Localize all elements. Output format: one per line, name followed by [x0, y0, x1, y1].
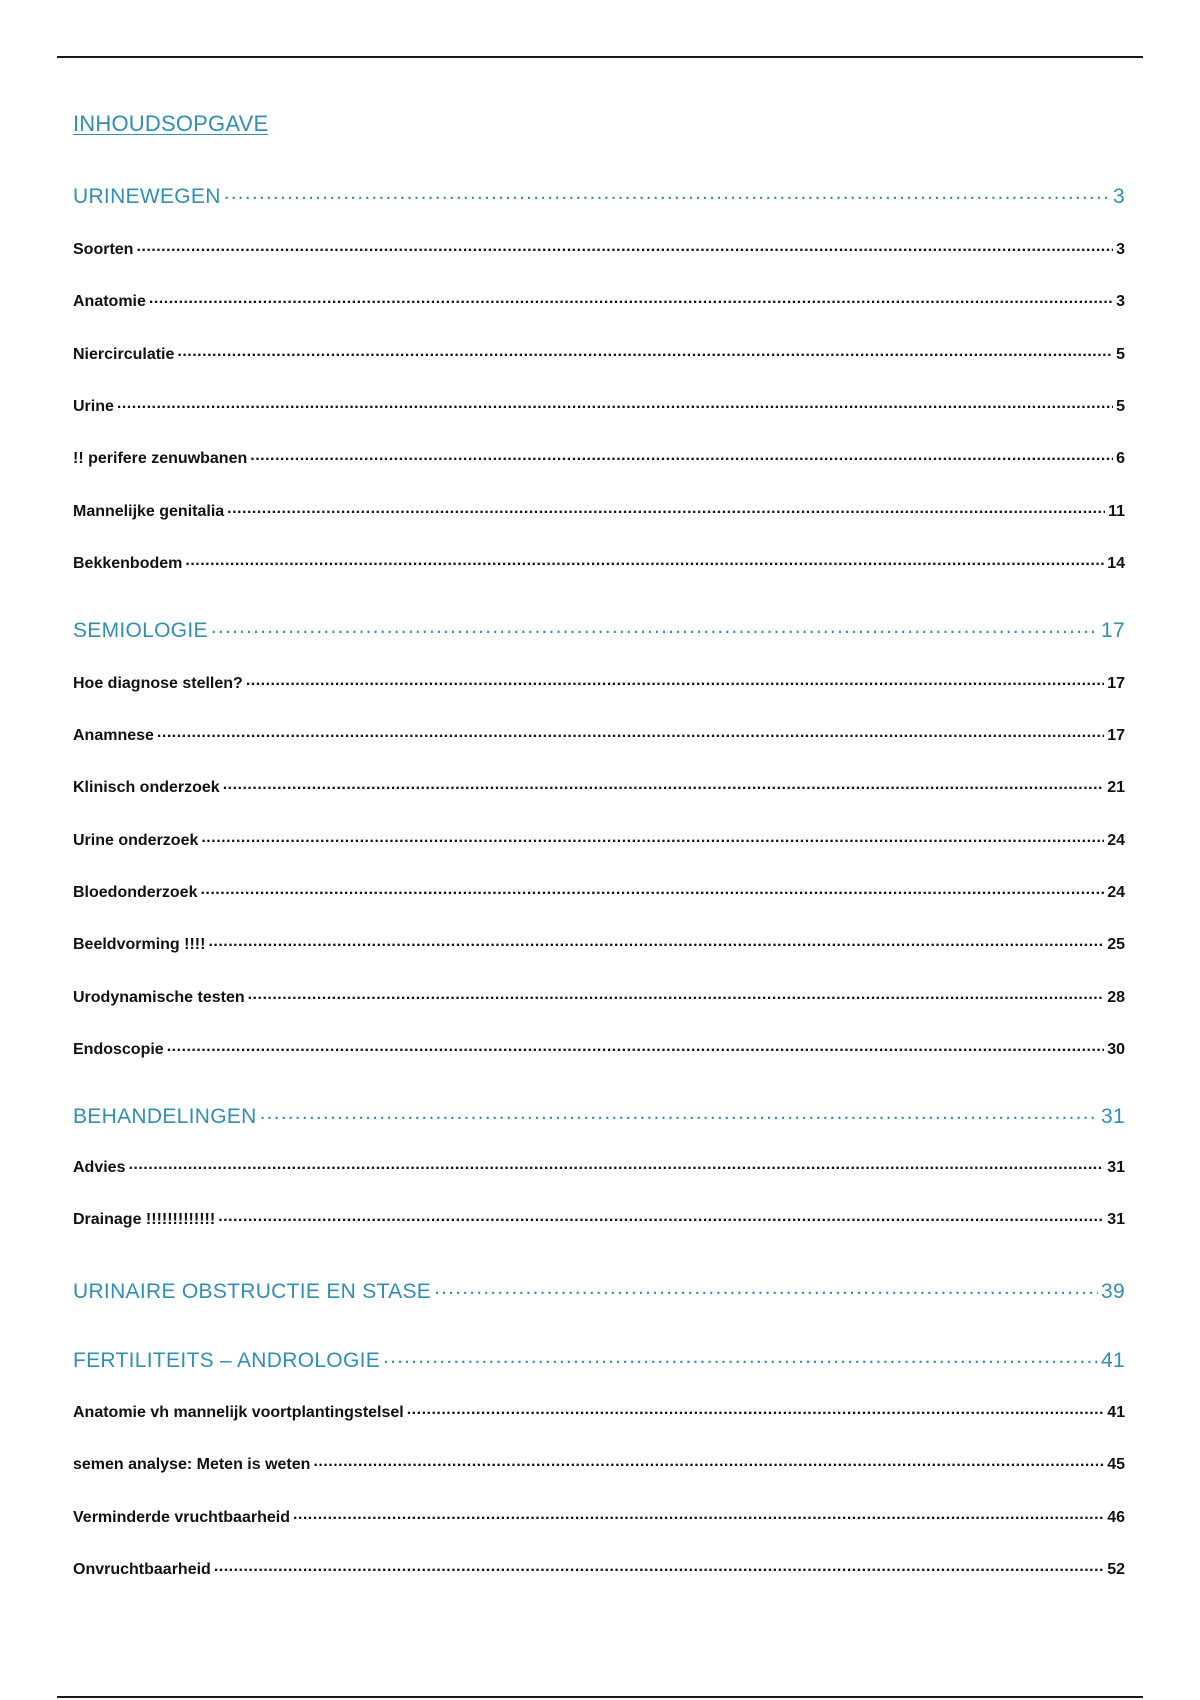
toc-dot-leader	[434, 1277, 1098, 1298]
toc-entry-page-number: 41	[1101, 1349, 1125, 1372]
toc-subsection-entry[interactable]	[73, 1156, 1125, 1177]
toc-entry-label: Niercirculatie	[73, 346, 175, 363]
toc-entry-page-number: 3	[1116, 293, 1125, 310]
toc-dot-leader	[313, 1453, 1104, 1469]
toc-dot-leader	[157, 724, 1104, 740]
toc-entry-page-number: 17	[1107, 727, 1125, 744]
toc-dot-leader	[407, 1401, 1104, 1417]
toc-entry-page-number: 3	[1116, 241, 1125, 258]
toc-section-entry[interactable]	[73, 1346, 1125, 1373]
toc-subsection-entry[interactable]	[73, 1453, 1125, 1474]
toc-entry-page-number: 24	[1107, 884, 1125, 901]
toc-entry-page-number: 17	[1107, 675, 1125, 692]
toc-entry-page-number: 5	[1116, 346, 1125, 363]
toc-dot-leader	[211, 616, 1098, 637]
toc-dot-leader	[227, 500, 1105, 516]
toc-section-entry[interactable]	[73, 1102, 1125, 1129]
toc-entry-label: SEMIOLOGIE	[73, 619, 208, 642]
toc-dot-leader	[293, 1506, 1104, 1522]
toc-entry-page-number: 24	[1107, 832, 1125, 849]
footer-rule	[57, 1696, 1143, 1698]
toc-subsection-entry[interactable]	[73, 881, 1125, 902]
toc-dot-leader	[208, 933, 1104, 949]
toc-dot-leader	[177, 343, 1113, 359]
toc-entry-page-number: 30	[1107, 1041, 1125, 1058]
toc-entry-label: Advies	[73, 1159, 126, 1176]
toc-entry-label: Anatomie	[73, 293, 146, 310]
toc-entry-page-number: 31	[1107, 1159, 1125, 1176]
toc-dot-leader	[383, 1346, 1098, 1367]
toc-subsection-entry[interactable]	[73, 933, 1125, 954]
toc-dot-leader	[224, 182, 1110, 203]
toc-entry-label: URINEWEGEN	[73, 185, 221, 208]
toc-dot-leader	[223, 776, 1105, 792]
toc-entry-label: Beeldvorming !!!!	[73, 936, 206, 953]
toc-entry-label: Soorten	[73, 241, 134, 258]
toc-dot-leader	[201, 829, 1104, 845]
toc-subsection-entry[interactable]	[73, 986, 1125, 1007]
toc-entry-label: Anamnese	[73, 727, 154, 744]
toc-entry-page-number: 6	[1116, 450, 1125, 467]
toc-title[interactable]: INHOUDSOPGAVE	[73, 111, 269, 136]
toc-dot-leader	[260, 1102, 1098, 1123]
toc-entry-label: BEHANDELINGEN	[73, 1105, 257, 1128]
toc-dot-leader	[136, 238, 1113, 254]
toc-subsection-entry[interactable]	[73, 829, 1125, 850]
toc-entry-label: Endoscopie	[73, 1041, 164, 1058]
header-rule	[57, 56, 1143, 58]
toc-subsection-entry[interactable]	[73, 343, 1125, 364]
toc-dot-leader	[248, 986, 1105, 1002]
toc-entry-label: Mannelijke genitalia	[73, 503, 225, 520]
toc-entry-label: Onvruchtbaarheid	[73, 1561, 211, 1578]
toc-entry-page-number: 28	[1107, 989, 1125, 1006]
toc-entry-label: Hoe diagnose stellen?	[73, 675, 243, 692]
toc-entry-label: Anatomie vh mannelijk voortplantingstelsel	[73, 1404, 404, 1421]
toc-dot-leader	[185, 552, 1104, 568]
toc-entry-label: Urine	[73, 398, 114, 415]
toc-section-entry[interactable]	[73, 616, 1125, 643]
toc-subsection-entry[interactable]	[73, 290, 1125, 311]
toc-subsection-entry[interactable]	[73, 500, 1125, 521]
toc-entry-label: Urodynamische testen	[73, 989, 245, 1006]
toc-dot-leader	[214, 1558, 1104, 1574]
toc-entry-label: !! perifere zenuwbanen	[73, 450, 248, 467]
toc-entry-page-number: 31	[1107, 1211, 1125, 1228]
toc-entry-label: Bloedonderzoek	[73, 884, 198, 901]
toc-section-entry[interactable]	[73, 182, 1125, 209]
toc-entry-page-number: 3	[1113, 185, 1125, 208]
toc-entry-label: Bekkenbodem	[73, 555, 183, 572]
toc-entry-page-number: 11	[1108, 503, 1125, 520]
toc-entry-label: Klinisch onderzoek	[73, 779, 220, 796]
toc-dot-leader	[218, 1208, 1104, 1224]
toc-subsection-entry[interactable]	[73, 447, 1125, 468]
toc-subsection-entry[interactable]	[73, 552, 1125, 573]
toc-dot-leader	[149, 290, 1113, 306]
toc-entry-page-number: 17	[1101, 619, 1125, 642]
toc-entry-label: URINAIRE OBSTRUCTIE EN STASE	[73, 1280, 432, 1303]
toc-dot-leader	[167, 1038, 1105, 1054]
toc-entry-label: Urine onderzoek	[73, 832, 199, 849]
toc-entry-page-number: 25	[1107, 936, 1125, 953]
toc-dot-leader	[200, 881, 1104, 897]
toc-entry-page-number: 14	[1107, 555, 1125, 572]
toc-dot-leader	[117, 395, 1113, 411]
toc-subsection-entry[interactable]	[73, 776, 1125, 797]
toc-entry-page-number: 31	[1101, 1105, 1125, 1128]
toc-subsection-entry[interactable]	[73, 724, 1125, 745]
toc-subsection-entry[interactable]	[73, 1038, 1125, 1059]
toc-subsection-entry[interactable]	[73, 1558, 1125, 1579]
toc-entry-page-number: 52	[1107, 1561, 1125, 1578]
toc-dot-leader	[246, 672, 1104, 688]
toc-dot-leader	[128, 1156, 1104, 1172]
toc-entry-label: Drainage !!!!!!!!!!!!!	[73, 1211, 216, 1228]
toc-entry-label: Verminderde vruchtbaarheid	[73, 1509, 290, 1526]
toc-subsection-entry[interactable]	[73, 1401, 1125, 1422]
toc-dot-leader	[250, 447, 1113, 463]
toc-entry-page-number: 21	[1107, 779, 1125, 796]
toc-entry-label: FERTILITEITS – ANDROLOGIE	[73, 1349, 381, 1372]
toc-entry-page-number: 46	[1107, 1509, 1125, 1526]
toc-subsection-entry[interactable]	[73, 238, 1125, 259]
toc-subsection-entry[interactable]	[73, 672, 1125, 693]
toc-entry-label: semen analyse: Meten is weten	[73, 1456, 311, 1473]
toc-entry-page-number: 5	[1116, 398, 1125, 415]
toc-entry-page-number: 45	[1107, 1456, 1125, 1473]
toc-subsection-entry[interactable]	[73, 1506, 1125, 1527]
toc-subsection-entry[interactable]	[73, 1208, 1125, 1229]
toc-entry-page-number: 41	[1107, 1404, 1125, 1421]
toc-section-entry[interactable]	[73, 1277, 1125, 1304]
toc-entry-page-number: 39	[1101, 1280, 1125, 1303]
toc-subsection-entry[interactable]	[73, 395, 1125, 416]
